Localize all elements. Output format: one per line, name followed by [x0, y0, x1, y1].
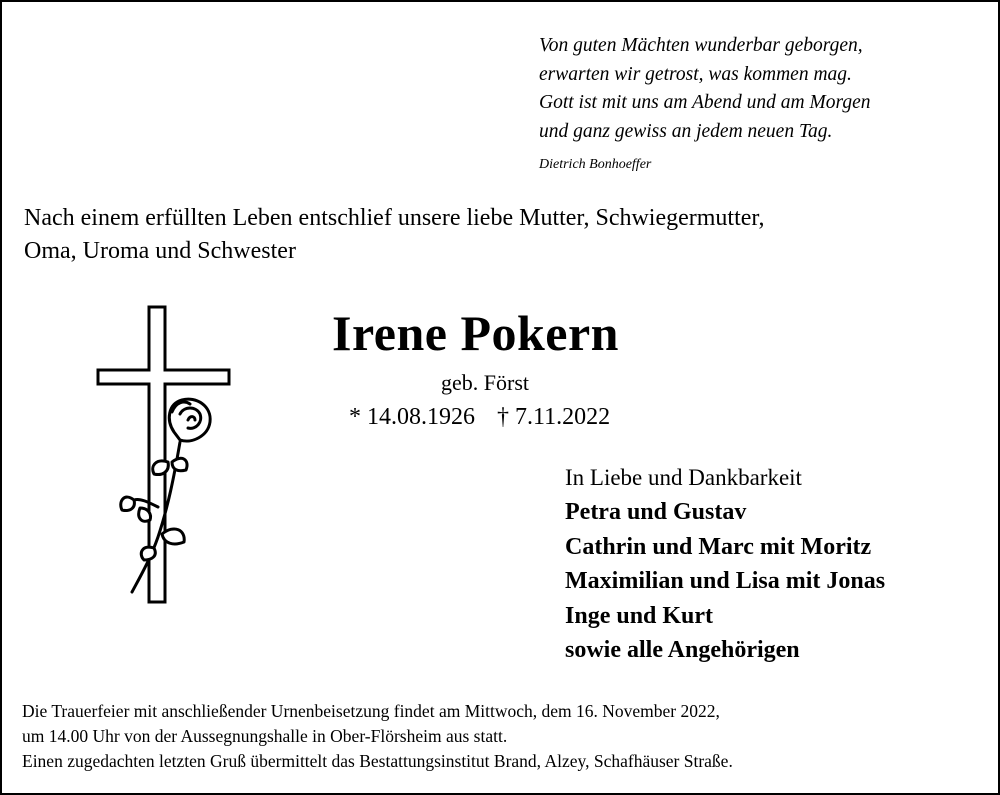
life-dates — [349, 404, 610, 431]
deceased-name: Irene Pokern — [332, 305, 619, 361]
mourner-name: Maximilian und Lisa mit Jonas — [565, 568, 886, 594]
poem-author: Dietrich Bonhoeffer — [539, 157, 652, 172]
funeral-info — [22, 699, 733, 774]
maiden-name: geb. Först — [441, 370, 529, 395]
poem-line: Gott ist mit uns am Abend und am Morgen — [539, 92, 871, 113]
mourners-block — [565, 461, 885, 668]
mourner-name: sowie alle Angehörigen — [565, 637, 800, 663]
poem-line: und ganz gewiss an jedem neuen Tag. — [539, 120, 833, 142]
mourner-name: Cathrin und Marc mit Moritz — [565, 533, 872, 560]
mourner-name: Inge und Kurt — [565, 602, 714, 629]
funeral-info-line: um 14.00 Uhr von der Aussegnungshalle in Ober-Flörsheim aus statt. — [22, 726, 508, 746]
mourners-lead: In Liebe und Dankbarkeit — [565, 465, 802, 490]
intro-line: Oma, Uroma und Schwester — [24, 238, 296, 264]
poem-line: erwarten wir getrost, was kommen mag. — [539, 63, 852, 85]
mourner-name: Petra und Gustav — [565, 499, 747, 525]
cross-icon — [92, 302, 237, 607]
poem-quote — [539, 32, 871, 146]
intro-text — [24, 202, 764, 268]
funeral-info-line: Einen zugedachten letzten Gruß übermittelt das Bestattungsinstitut Brand, Alzey, Schafhäuser Straße. — [22, 751, 733, 771]
funeral-info-line: Die Trauerfeier mit anschließender Urnenbeisetzung findet am Mittwoch, dem 16. November 2022, — [22, 701, 720, 721]
intro-line: Nach einem erfüllten Leben entschlief unsere liebe Mutter, Schwiegermutter, — [24, 205, 765, 231]
birth-date: * 14.08.1926 — [349, 404, 475, 430]
poem-line: Von guten Mächten wunderbar geborgen, — [539, 35, 863, 56]
death-date: † 7.11.2022 — [497, 404, 611, 430]
